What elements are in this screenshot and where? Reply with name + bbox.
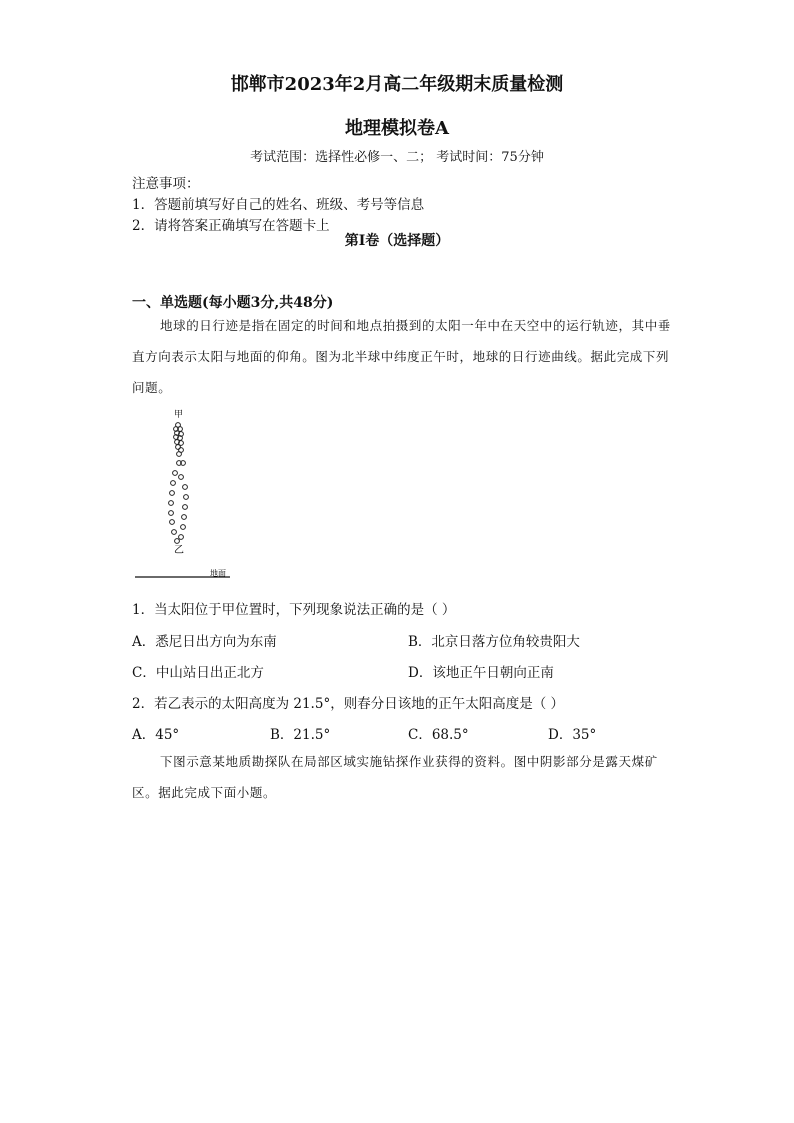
passage-1: [132, 310, 672, 403]
exam-scope: 考试范围：选择性必修一、二； 考试时间：75分钟: [250, 150, 544, 165]
figure-label-bottom: 乙: [174, 545, 184, 556]
passage-2: [132, 746, 672, 808]
sun-position-dot: [184, 495, 189, 500]
q2-option-c[interactable]: C．68.5°: [408, 727, 469, 743]
figure-label-ground: 地面: [210, 569, 226, 578]
section-title: 第I卷（选择题）: [344, 233, 450, 249]
sun-position-dot: [170, 491, 175, 496]
passage-1-text: 地球的日行迹是指在固定的时间和地点拍摄到的太阳一年中在天空中的运行轨迹，其中垂直方向表示太阳与地面的仰角。图为北半球中纬度正午时，地球的日行迹曲线。据此完成下列问题。: [132, 318, 671, 395]
q1-option-d[interactable]: D．该地正午日朝向正南: [408, 665, 554, 681]
figure-label-top: 甲: [174, 410, 184, 420]
sun-position-dot: [179, 475, 184, 480]
part-title: 一、单选题(每小题3分,共48分): [132, 295, 334, 311]
q1-option-c[interactable]: C．中山站日出正北方: [132, 665, 264, 681]
q2-option-b[interactable]: B．21.5°: [270, 727, 331, 743]
passage-2-text: 下图示意某地质勘探队在局部区域实施钻探作业获得的资料。图中阴影部分是露天煤矿区。据此完成下面小题。: [132, 754, 658, 800]
question-2-stem: 2．若乙表示的太阳高度为 21.5°，则春分日该地的正午太阳高度是（ ）: [132, 696, 564, 712]
sun-position-dot: [181, 525, 186, 530]
q2-option-a[interactable]: A．45°: [132, 727, 180, 743]
analemma-points: [169, 423, 189, 544]
sun-position-dot: [170, 520, 175, 525]
sun-position-dot: [183, 485, 188, 490]
sun-position-dot: [169, 511, 174, 516]
sun-position-dot: [183, 505, 188, 510]
note-item-1: 1．答题前填写好自己的姓名、班级、考号等信息: [132, 197, 425, 213]
q1-option-a[interactable]: A．悉尼日出方向为东南: [132, 634, 277, 650]
sun-position-dot: [173, 471, 178, 476]
sun-position-dot: [175, 539, 180, 544]
sun-position-dot: [169, 501, 174, 506]
sun-position-dot: [177, 452, 182, 457]
sun-position-dot: [176, 445, 181, 450]
sun-position-dot: [179, 535, 184, 540]
q1-option-b[interactable]: B．北京日落方位角较贵阳大: [408, 634, 580, 650]
question-1-stem: 1．当太阳位于甲位置时，下列现象说法正确的是（ ）: [132, 602, 456, 618]
q2-option-d[interactable]: D．35°: [548, 727, 597, 743]
sun-position-dot: [171, 481, 176, 486]
note-item-2: 2．请将答案正确填写在答题卡上: [132, 218, 330, 234]
sun-position-dot: [182, 515, 187, 520]
notes-heading: 注意事项：: [132, 176, 200, 192]
exam-title: 邯郸市2023年2月高二年级期末质量检测: [230, 74, 564, 95]
sun-position-dot: [172, 530, 177, 535]
exam-subtitle: 地理模拟卷A: [345, 118, 449, 139]
analemma-figure: [130, 405, 240, 585]
